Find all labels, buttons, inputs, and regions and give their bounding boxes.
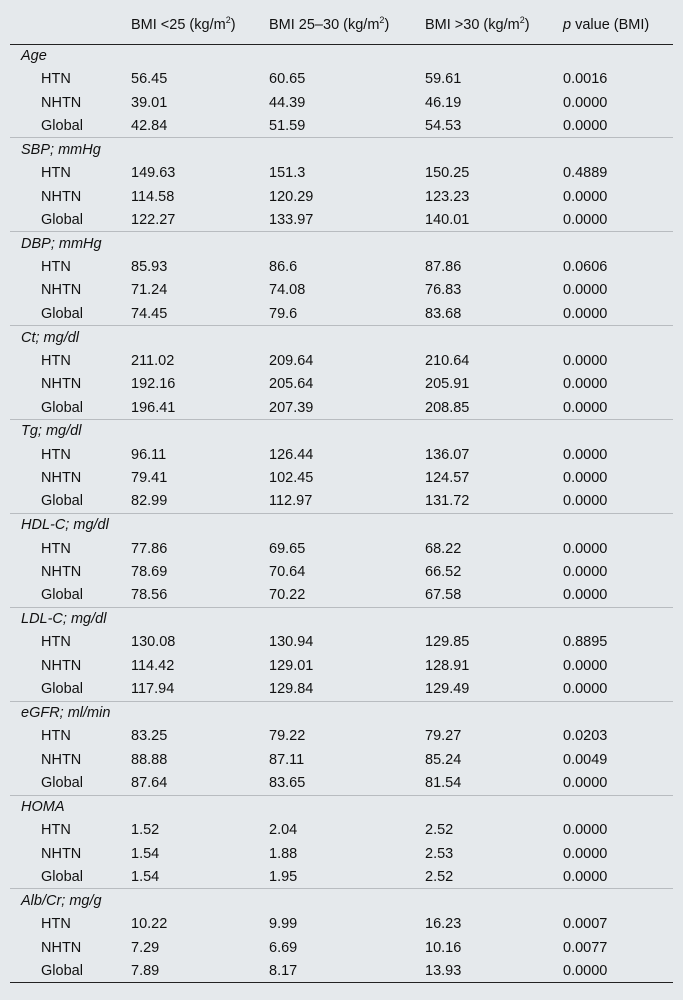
- header-p-value: p value (BMI): [563, 16, 650, 33]
- header-bmi-25-30: BMI 25–30 $(kg/m^2)$: [269, 14, 390, 33]
- value-cell: 1.52: [131, 822, 160, 839]
- value-cell: 1.95: [269, 868, 298, 885]
- value-cell: 85.93: [131, 258, 168, 275]
- row-label: HTN: [41, 916, 71, 933]
- value-cell: 83.25: [131, 728, 168, 745]
- value-cell: 6.69: [269, 939, 298, 956]
- row-label: NHTN: [41, 188, 82, 205]
- row-label: NHTN: [41, 939, 82, 956]
- bmi-table-container: [10, 6, 673, 983]
- value-cell: 151.3: [269, 165, 306, 182]
- table-row: [10, 67, 673, 90]
- value-cell: 9.99: [269, 916, 298, 933]
- value-cell: 129.84: [269, 681, 314, 698]
- table-row: [10, 818, 673, 841]
- row-label: Global: [41, 868, 83, 885]
- row-label: Global: [41, 587, 83, 604]
- row-label: NHTN: [41, 94, 82, 111]
- value-cell: 1.88: [269, 845, 298, 862]
- table-row: [10, 725, 673, 748]
- group-title: Alb/Cr; mg/g: [21, 892, 102, 909]
- header-row: [10, 6, 673, 44]
- table-row: [10, 654, 673, 677]
- table-row: [10, 208, 673, 231]
- p-value-cell: 0.0000: [563, 305, 608, 322]
- group-header-row: [10, 232, 673, 255]
- p-value-cell: 0.8895: [563, 634, 608, 651]
- table-row: [10, 537, 673, 560]
- group-title: HOMA: [21, 798, 65, 815]
- value-cell: 120.29: [269, 188, 314, 205]
- value-cell: 74.45: [131, 305, 168, 322]
- value-cell: 87.11: [269, 751, 305, 768]
- value-cell: 130.08: [131, 634, 176, 651]
- table-row: [10, 748, 673, 771]
- value-cell: 74.08: [269, 282, 306, 299]
- value-cell: 8.17: [269, 962, 298, 979]
- value-cell: 117.94: [131, 681, 175, 698]
- p-value-cell: 0.0000: [563, 446, 608, 463]
- value-cell: 205.64: [269, 376, 314, 393]
- group-header-row: [10, 44, 673, 67]
- value-cell: 59.61: [425, 71, 462, 88]
- group-title: Age: [21, 47, 47, 64]
- value-cell: 70.64: [269, 564, 306, 581]
- row-label: HTN: [41, 540, 71, 557]
- value-cell: 128.91: [425, 657, 470, 674]
- value-cell: 56.45: [131, 71, 168, 88]
- value-cell: 10.16: [425, 939, 462, 956]
- value-cell: 42.84: [131, 117, 168, 134]
- value-cell: 16.23: [425, 916, 462, 933]
- value-cell: 209.64: [269, 352, 314, 369]
- row-label: Global: [41, 493, 83, 510]
- row-label: Global: [41, 775, 83, 792]
- group-header-row: [10, 326, 673, 349]
- header-bmi-over-30: BMI >30 $(kg/m^2)$: [425, 14, 530, 33]
- value-cell: 207.39: [269, 399, 314, 416]
- value-cell: 131.72: [425, 493, 470, 510]
- row-label: Global: [41, 117, 83, 134]
- p-value-cell: 0.0000: [563, 470, 608, 487]
- p-value-cell: 0.0000: [563, 211, 608, 228]
- value-cell: 149.63: [131, 165, 176, 182]
- p-value-cell: 0.0000: [563, 962, 608, 979]
- table-row: [10, 959, 673, 982]
- table-row: [10, 678, 673, 701]
- value-cell: 2.53: [425, 845, 454, 862]
- row-label: NHTN: [41, 564, 82, 581]
- value-cell: 123.23: [425, 188, 470, 205]
- table-row: [10, 466, 673, 489]
- value-cell: 83.68: [425, 305, 462, 322]
- value-cell: 7.89: [131, 962, 160, 979]
- value-cell: 87.86: [425, 258, 462, 275]
- p-value-cell: 0.0000: [563, 868, 608, 885]
- p-value-cell: 0.0000: [563, 564, 608, 581]
- p-value-cell: 0.4889: [563, 165, 608, 182]
- value-cell: 79.6: [269, 305, 298, 322]
- value-cell: 67.58: [425, 587, 462, 604]
- group-header-row: [10, 795, 673, 818]
- p-value-cell: 0.0007: [563, 916, 608, 933]
- value-cell: 79.27: [425, 728, 462, 745]
- p-value-cell: 0.0000: [563, 657, 608, 674]
- group-title: Ct; mg/dl: [21, 329, 80, 346]
- value-cell: 88.88: [131, 751, 168, 768]
- p-value-cell: 0.0000: [563, 587, 608, 604]
- p-value-cell: 0.0000: [563, 681, 608, 698]
- value-cell: 85.24: [425, 751, 462, 768]
- value-cell: 13.93: [425, 962, 462, 979]
- group-title: HDL-C; mg/dl: [21, 517, 109, 534]
- value-cell: 1.54: [131, 868, 160, 885]
- value-cell: 83.65: [269, 775, 306, 792]
- value-cell: 68.22: [425, 540, 462, 557]
- table-row: [10, 443, 673, 466]
- group-header-row: [10, 607, 673, 630]
- p-value-cell: 0.0000: [563, 282, 608, 299]
- value-cell: 46.19: [425, 94, 462, 111]
- group-header-row: [10, 513, 673, 536]
- value-cell: 7.29: [131, 939, 160, 956]
- row-label: NHTN: [41, 845, 82, 862]
- value-cell: 1.54: [131, 845, 160, 862]
- table-row: [10, 91, 673, 114]
- row-label: HTN: [41, 634, 71, 651]
- value-cell: 79.22: [269, 728, 306, 745]
- group-title: eGFR; ml/min: [21, 705, 111, 722]
- table-row: [10, 302, 673, 325]
- value-cell: 76.83: [425, 282, 462, 299]
- value-cell: 205.91: [425, 376, 470, 393]
- row-label: NHTN: [41, 282, 82, 299]
- p-value-cell: 0.0606: [563, 258, 608, 275]
- p-value-cell: 0.0000: [563, 117, 608, 134]
- value-cell: 133.97: [269, 211, 314, 228]
- value-cell: 77.86: [131, 540, 168, 557]
- value-cell: 66.52: [425, 564, 462, 581]
- p-value-cell: 0.0000: [563, 352, 608, 369]
- row-label: HTN: [41, 728, 71, 745]
- value-cell: 71.24: [131, 282, 168, 299]
- value-cell: 82.99: [131, 493, 168, 510]
- header-empty: [10, 6, 131, 44]
- row-label: HTN: [41, 822, 71, 839]
- table-row: [10, 772, 673, 795]
- value-cell: 69.65: [269, 540, 306, 557]
- value-cell: 78.56: [131, 587, 168, 604]
- p-value-cell: 0.0000: [563, 822, 608, 839]
- row-label: Global: [41, 211, 83, 228]
- table-row: [10, 185, 673, 208]
- value-cell: 81.54: [425, 775, 462, 792]
- table-row: [10, 865, 673, 888]
- value-cell: 10.22: [131, 916, 168, 933]
- p-value-cell: 0.0000: [563, 188, 608, 205]
- value-cell: 114.42: [131, 657, 175, 674]
- p-value-cell: 0.0000: [563, 775, 608, 792]
- group-title: DBP; mmHg: [21, 235, 102, 252]
- value-cell: 44.39: [269, 94, 306, 111]
- p-value-cell: 0.0000: [563, 845, 608, 862]
- group-header-row: [10, 701, 673, 724]
- group-header-row: [10, 889, 673, 912]
- value-cell: 126.44: [269, 446, 314, 463]
- row-label: NHTN: [41, 657, 82, 674]
- p-value-cell: 0.0016: [563, 71, 608, 88]
- row-label: HTN: [41, 71, 71, 88]
- value-cell: 208.85: [425, 399, 470, 416]
- value-cell: 196.41: [131, 399, 176, 416]
- bmi-comparison-table: [10, 6, 673, 983]
- p-value-cell: 0.0000: [563, 399, 608, 416]
- group-title: SBP; mmHg: [21, 141, 101, 158]
- value-cell: 2.04: [269, 822, 298, 839]
- header-bmi-under-25: BMI <25 $(kg/m^2)$: [131, 14, 236, 33]
- row-label: NHTN: [41, 376, 82, 393]
- table-row: [10, 584, 673, 607]
- value-cell: 211.02: [131, 352, 175, 369]
- value-cell: 54.53: [425, 117, 462, 134]
- row-label: Global: [41, 681, 83, 698]
- p-value-cell: 0.0000: [563, 540, 608, 557]
- value-cell: 129.49: [425, 681, 470, 698]
- value-cell: 102.45: [269, 470, 314, 487]
- row-label: Global: [41, 399, 83, 416]
- row-label: Global: [41, 962, 83, 979]
- value-cell: 150.25: [425, 165, 470, 182]
- value-cell: 114.58: [131, 188, 175, 205]
- row-label: NHTN: [41, 470, 82, 487]
- value-cell: 39.01: [131, 94, 168, 111]
- value-cell: 210.64: [425, 352, 470, 369]
- p-value-cell: 0.0203: [563, 728, 608, 745]
- table-row: [10, 161, 673, 184]
- value-cell: 2.52: [425, 868, 454, 885]
- p-value-cell: 0.0077: [563, 939, 608, 956]
- table-row: [10, 912, 673, 935]
- value-cell: 78.69: [131, 564, 168, 581]
- value-cell: 124.57: [425, 470, 470, 487]
- p-value-cell: 0.0000: [563, 376, 608, 393]
- group-title: Tg; mg/dl: [21, 423, 82, 440]
- value-cell: 79.41: [131, 470, 168, 487]
- row-label: NHTN: [41, 751, 82, 768]
- value-cell: 192.16: [131, 376, 176, 393]
- table-row: [10, 114, 673, 137]
- table-row: [10, 490, 673, 513]
- value-cell: 130.94: [269, 634, 314, 651]
- table-row: [10, 631, 673, 654]
- p-value-cell: 0.0000: [563, 94, 608, 111]
- row-label: HTN: [41, 258, 71, 275]
- table-row: [10, 936, 673, 959]
- table-header: [10, 6, 673, 44]
- value-cell: 112.97: [269, 493, 313, 510]
- group-title: LDL-C; mg/dl: [21, 611, 107, 628]
- p-value-cell: 0.0000: [563, 493, 608, 510]
- table-body: [10, 44, 673, 983]
- group-header-row: [10, 420, 673, 443]
- table-row: [10, 842, 673, 865]
- row-label: HTN: [41, 165, 71, 182]
- row-label: Global: [41, 305, 83, 322]
- p-value-cell: 0.0049: [563, 751, 608, 768]
- table-row: [10, 349, 673, 372]
- value-cell: 60.65: [269, 71, 306, 88]
- value-cell: 96.11: [131, 446, 167, 463]
- value-cell: 87.64: [131, 775, 168, 792]
- table-row: [10, 279, 673, 302]
- value-cell: 86.6: [269, 258, 298, 275]
- table-row: [10, 373, 673, 396]
- value-cell: 136.07: [425, 446, 470, 463]
- value-cell: 2.52: [425, 822, 454, 839]
- row-label: HTN: [41, 352, 71, 369]
- value-cell: 70.22: [269, 587, 306, 604]
- group-header-row: [10, 138, 673, 161]
- value-cell: 129.85: [425, 634, 470, 651]
- table-row: [10, 255, 673, 278]
- value-cell: 51.59: [269, 117, 306, 134]
- table-row: [10, 560, 673, 583]
- value-cell: 122.27: [131, 211, 176, 228]
- row-label: HTN: [41, 446, 71, 463]
- table-row: [10, 396, 673, 419]
- value-cell: 140.01: [425, 211, 470, 228]
- value-cell: 129.01: [269, 657, 314, 674]
